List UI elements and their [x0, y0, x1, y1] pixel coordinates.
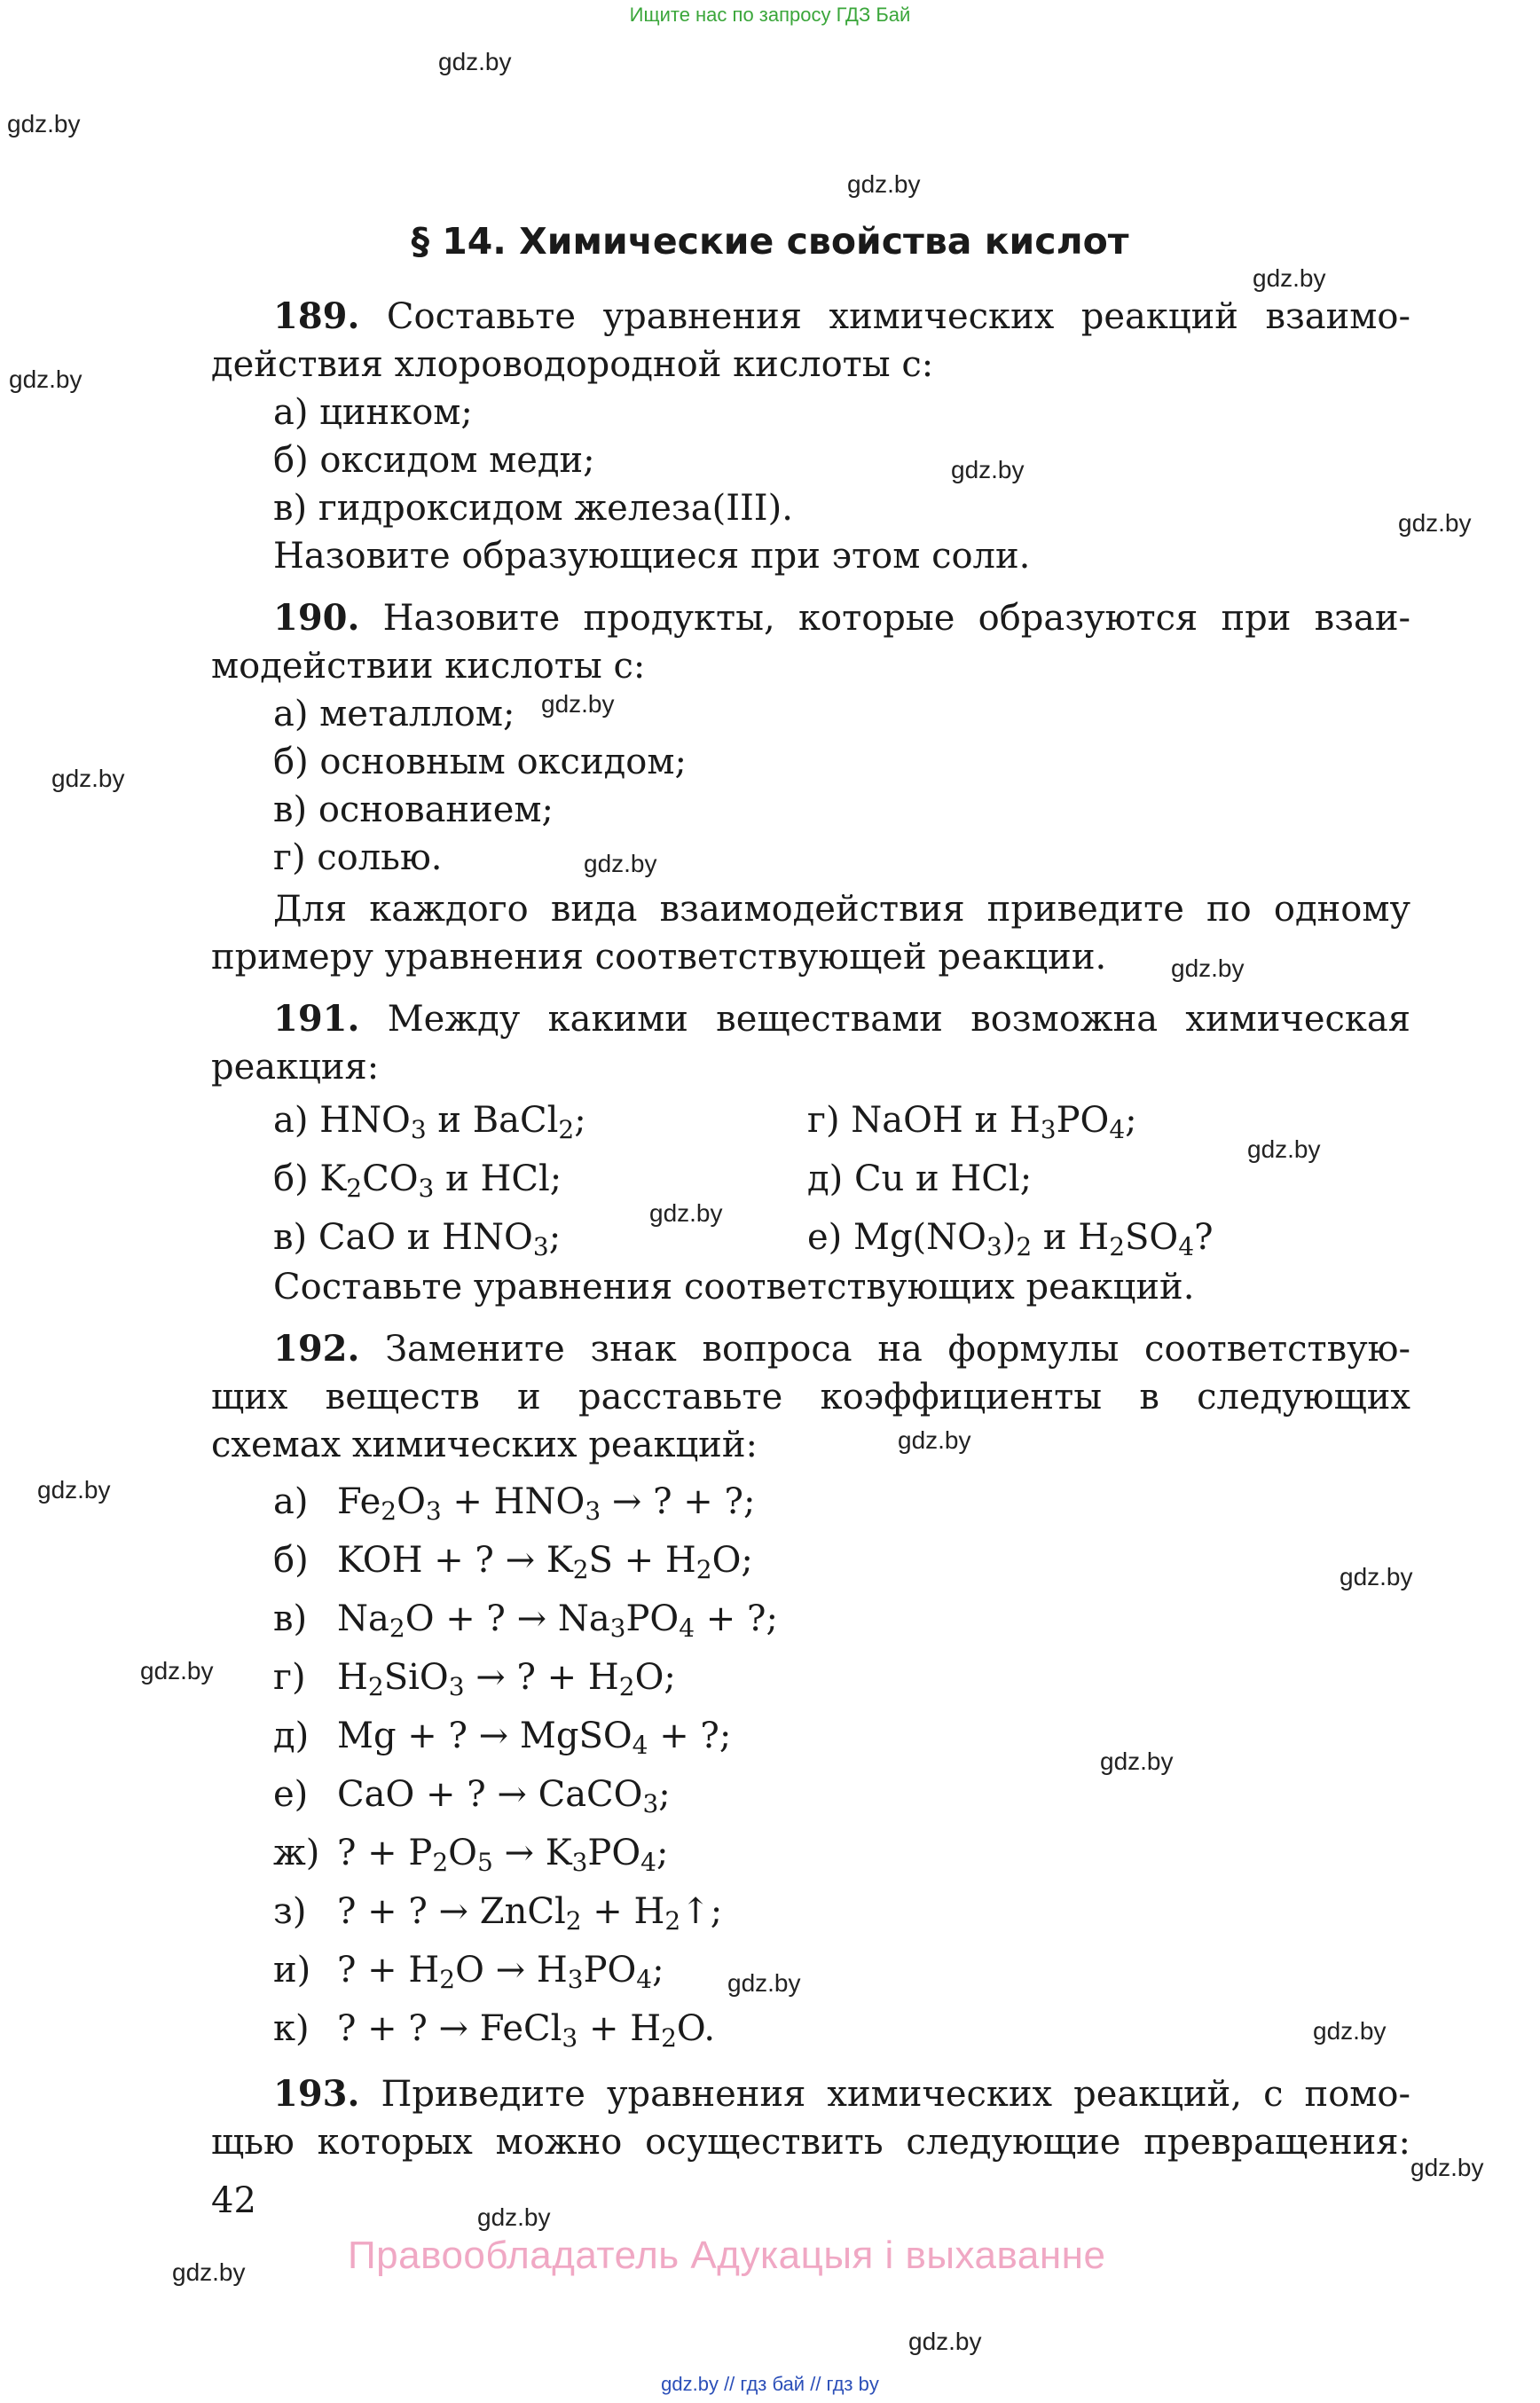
watermark: gdz.by	[649, 1199, 723, 1227]
task-191-question: Составьте уравнения соответствующих реакций.	[273, 1267, 1195, 1308]
task-193-line-1: 193. Приведите уравнения химических реакций, с помо-	[273, 2073, 1410, 2115]
task-190-option: в) основанием;	[273, 789, 554, 830]
task-190-option: а) металлом;	[273, 694, 515, 734]
task-191-option-c: в) CaO и $HNO_3$;	[273, 1217, 562, 1261]
watermark: gdz.by	[1313, 2017, 1387, 2045]
task-189-option: в) гидроксидом железа(III).	[273, 488, 793, 529]
task-191-option-b: б) $K_2CO_3$ и HCl;	[273, 1158, 562, 1203]
task-189-option: б) оксидом меди;	[273, 440, 595, 481]
reaction-k: к) ? + ? → FeCl$_3$ + $H_2O$.	[273, 2008, 716, 2053]
watermark: gdz.by	[7, 110, 81, 137]
task-190-question-1: Для каждого вида взаимодействия приведите по одному	[273, 889, 1410, 930]
task-190-question-2: примеру уравнения соответствующей реакции.	[211, 937, 1107, 978]
watermark: gdz.by	[1247, 1135, 1321, 1163]
task-189-question: Назовите образующиеся при этом соли.	[273, 536, 1031, 577]
watermark: gdz.by	[9, 365, 82, 393]
reaction-i: и) ? + $H_2O \to H_3PO_4$;	[273, 1950, 664, 1994]
reaction-e: д) Mg + ? → MgSO$_4$ + ?;	[273, 1716, 732, 1760]
watermark: gdz.by	[37, 1476, 111, 1504]
watermark: gdz.by	[140, 1657, 214, 1684]
watermark: gdz.by	[898, 1426, 971, 1454]
watermark: gdz.by	[584, 850, 657, 877]
task-191-option-d: г) NaOH и $H_3PO_4$;	[807, 1100, 1137, 1144]
task-192-line-3: схемах химических реакций:	[211, 1425, 758, 1465]
task-190-line-2: модействии кислоты с:	[211, 646, 646, 687]
reaction-h: з) ? + ? → ZnCl$_2$ + $H_2↑$;	[273, 1891, 723, 1936]
watermark: gdz.by	[438, 48, 512, 75]
watermark: gdz.by	[951, 456, 1025, 483]
task-191-option-e: д) Cu и HCl;	[807, 1158, 1033, 1199]
copyright-notice: Правообладатель Адукацыя і выхаванне	[348, 2234, 1106, 2277]
task-189-line-1: 189. Составьте уравнения химических реакций взаимо-	[273, 295, 1410, 337]
reaction-c: в) $Na_2O$ + ? → $Na_3PO_4$ + ?;	[273, 1598, 778, 1643]
watermark: gdz.by	[1410, 2154, 1484, 2181]
task-191-line-1: 191. Между какими веществами возможна химическая	[273, 998, 1410, 1040]
watermark: gdz.by	[1253, 264, 1326, 292]
watermark: gdz.by	[1100, 1747, 1174, 1775]
watermark: gdz.by	[908, 2328, 982, 2355]
watermark: gdz.by	[1398, 509, 1472, 537]
top-banner[interactable]: Ищите нас по запросу ГДЗ Бай	[629, 4, 911, 26]
task-191-line-2: реакция:	[211, 1047, 380, 1088]
task-191-option-f: е) $Mg(NO_3)_2$ и $H_2SO_4$?	[807, 1217, 1214, 1261]
task-192-line-2: щих веществ и расставьте коэффициенты в следующих	[211, 1377, 1410, 1417]
reaction-d: г) $H_2SiO_3$ → ? + $H_2O$;	[273, 1657, 676, 1701]
task-190-line-1: 190. Назовите продукты, которые образуются при взаи-	[273, 597, 1410, 639]
section-title: § 14. Химические свойства кислот	[411, 220, 1129, 263]
watermark: gdz.by	[847, 170, 921, 198]
page-number: 42	[211, 2180, 256, 2221]
task-189-line-2: действия хлороводородной кислоты с:	[211, 344, 934, 385]
watermark: gdz.by	[172, 2258, 246, 2286]
task-191-option-a: а) $HNO_3$ и BaCl$_2$;	[273, 1100, 586, 1144]
watermark: gdz.by	[51, 765, 125, 792]
watermark: gdz.by	[727, 1969, 801, 1997]
reaction-b: б) KOH + ? → $K_2S + H_2O$;	[273, 1540, 753, 1584]
task-190-option: г) солью.	[273, 837, 443, 878]
footer-links[interactable]: gdz.by // гдз бай // гдз by	[661, 2373, 879, 2395]
reaction-g: ж) ? + $P_2O_5 \to K_3PO_4$;	[273, 1833, 669, 1877]
task-193-line-2: щью которых можно осуществить следующие превращения:	[211, 2122, 1410, 2163]
watermark: gdz.by	[477, 2203, 551, 2231]
task-190-option: б) основным оксидом;	[273, 742, 687, 782]
reaction-f: е) CaO + ? → CaCO$_3$;	[273, 1774, 671, 1818]
task-192-line-1: 192. Замените знак вопроса на формулы соответствую-	[273, 1328, 1410, 1370]
watermark: gdz.by	[1340, 1563, 1413, 1590]
watermark: gdz.by	[541, 690, 615, 718]
reaction-a: а) $Fe_2O_3 + HNO_3$ → ? + ?;	[273, 1481, 756, 1526]
task-189-option: а) цинком;	[273, 392, 473, 433]
watermark: gdz.by	[1171, 954, 1245, 982]
